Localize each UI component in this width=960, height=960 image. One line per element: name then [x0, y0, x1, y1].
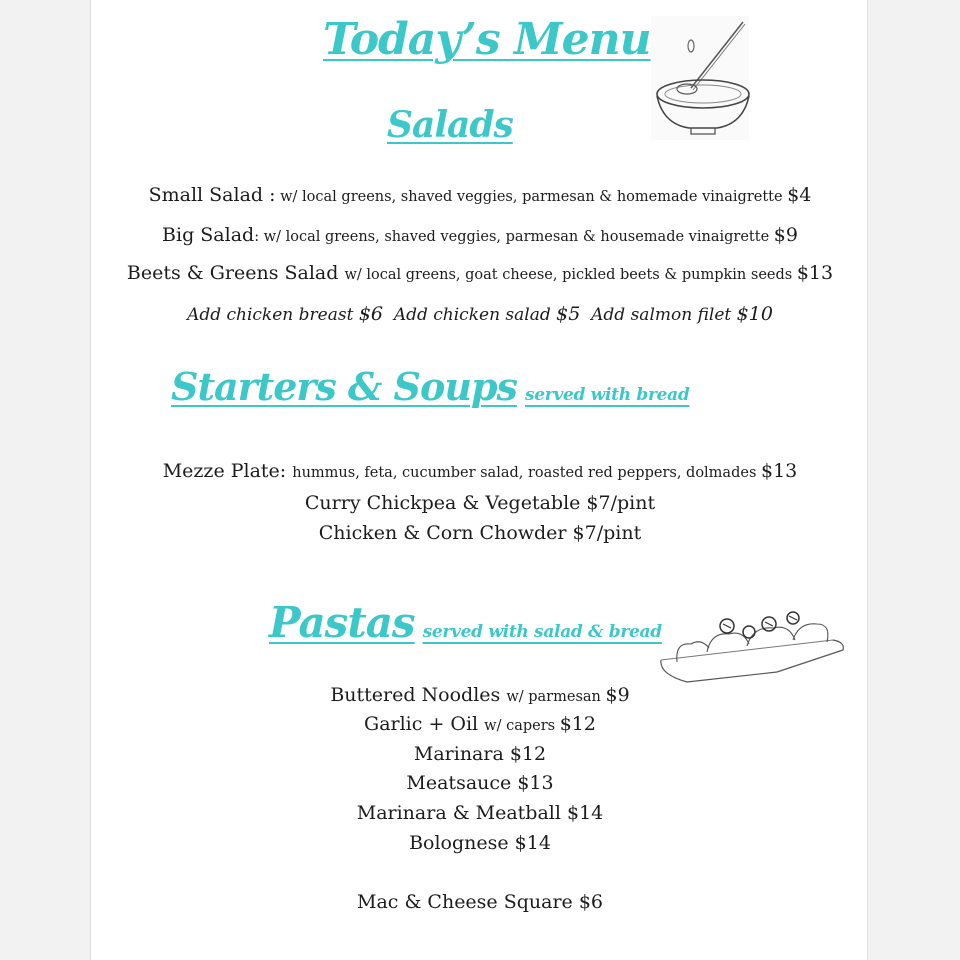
- item-description: hummus, feta, cucumber salad, roasted red peppers, dolmades: [292, 465, 761, 481]
- pasta-item-garlic: [91, 715, 869, 734]
- item-name: Small Salad :: [148, 184, 276, 206]
- addon-price: $5: [556, 303, 581, 325]
- soup-bowl-sketch: [651, 16, 751, 142]
- addon-label: Add chicken salad: [393, 305, 557, 325]
- extra-item-mac-cheese: Mac & Cheese Square $6: [357, 891, 603, 913]
- pasta-item-meatsauce: [91, 774, 869, 793]
- addon-label: Add chicken breast: [187, 305, 359, 325]
- item-price: $4: [787, 184, 812, 206]
- pasta-item-meatball: [91, 804, 869, 823]
- salad-addons: [91, 305, 869, 324]
- pastas-heading: [269, 598, 662, 647]
- item-name: Buttered Noodles: [330, 684, 507, 706]
- starters-heading-text: Starters & Soups: [171, 364, 517, 409]
- page-title: Today’s Menu: [323, 14, 651, 65]
- pasta-item-buttered: [91, 686, 869, 705]
- item-description: : w/ local greens, shaved veggies, parmesan & housemade vinaigrette: [254, 229, 774, 245]
- item-price: $12: [559, 713, 596, 735]
- starters-heading: [171, 364, 689, 409]
- soup-item-chowder: Chicken & Corn Chowder $7/pint: [318, 522, 642, 544]
- item-name: Beets & Greens Salad: [126, 262, 345, 284]
- item-price: $9: [773, 224, 798, 246]
- starters-subheading: served with bread: [524, 385, 690, 405]
- pasta-plate-sketch: [657, 602, 847, 686]
- salad-item-beets: [91, 264, 869, 283]
- salad-item-small: [91, 186, 869, 205]
- starter-item-mezze: [91, 462, 869, 481]
- item-name: Meatsauce: [406, 772, 518, 794]
- item-description: w/ parmesan: [506, 689, 606, 705]
- addon-price: $10: [736, 303, 773, 325]
- item-name: Bolognese: [409, 832, 515, 854]
- item-description: w/ capers: [484, 718, 560, 734]
- menu-page: [90, 0, 868, 960]
- salad-item-big: [91, 226, 869, 245]
- item-price: $13: [517, 772, 554, 794]
- item-name: Marinara & Meatball: [356, 802, 567, 824]
- pasta-item-bolognese: [91, 834, 869, 853]
- item-price: $14: [514, 832, 551, 854]
- pasta-item-marinara: [91, 745, 869, 764]
- addon-label: Add salmon filet: [591, 305, 737, 325]
- item-name: Marinara: [413, 743, 510, 765]
- item-price: $13: [796, 262, 834, 284]
- item-price: $13: [761, 460, 798, 482]
- addon-price: $6: [358, 303, 384, 325]
- item-price: $9: [605, 684, 630, 706]
- item-description: w/ local greens, shaved veggies, parmesan & homemade vinaigrette: [275, 189, 788, 205]
- item-name: Big Salad: [162, 224, 255, 246]
- pastas-heading-text: Pastas: [269, 598, 415, 647]
- salads-heading: Salads: [387, 104, 513, 146]
- soup-item-curry: Curry Chickpea & Vegetable $7/pint: [304, 492, 656, 514]
- item-price: $12: [509, 743, 547, 765]
- pastas-subheading: served with salad & bread: [422, 622, 662, 642]
- item-description: w/ local greens, goat cheese, pickled beets & pumpkin seeds: [344, 267, 797, 283]
- item-price: $14: [567, 802, 604, 824]
- item-name: Mezze Plate:: [162, 460, 293, 482]
- item-name: Garlic + Oil: [364, 713, 485, 735]
